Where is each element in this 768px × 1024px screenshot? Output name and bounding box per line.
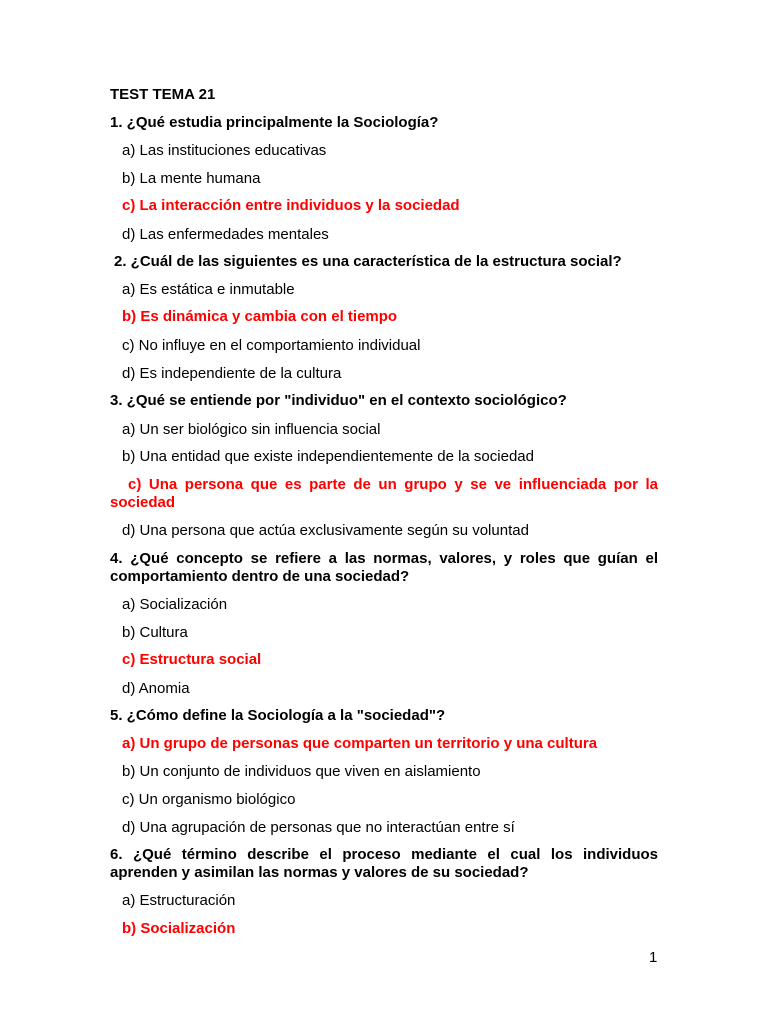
correct-answer: a) Un grupo de personas que comparten un territorio y una cultura	[122, 735, 598, 752]
answer-option: b) La mente humana	[122, 170, 261, 187]
page-number: 1	[649, 949, 658, 966]
answer-option: a) Estructuración	[122, 892, 236, 909]
answer-option: d) Es independiente de la cultura	[122, 365, 342, 382]
answer-option: c) Un organismo biológico	[122, 791, 296, 808]
answer-option: b) Una entidad que existe independientemente de la sociedad	[122, 448, 534, 465]
question-6: 6. ¿Qué término describe el proceso mediante el cual los individuos aprenden y asimilan las normas y valores de su sociedad?	[110, 846, 658, 881]
question-2: 2. ¿Cuál de las siguientes es una característica de la estructura social?	[114, 253, 622, 270]
question-3: 3. ¿Qué se entiende por "individuo" en el contexto sociológico?	[110, 392, 567, 409]
answer-option: b) Cultura	[122, 624, 188, 641]
question-1: 1. ¿Qué estudia principalmente la Sociología?	[110, 114, 439, 131]
answer-option: d) Una agrupación de personas que no interactúan entre sí	[122, 819, 515, 836]
correct-answer: b) Socialización	[122, 920, 236, 937]
answer-option: a) Socialización	[122, 596, 228, 613]
answer-option: d) Una persona que actúa exclusivamente según su voluntad	[122, 522, 529, 539]
answer-option: d) Las enfermedades mentales	[122, 226, 329, 243]
question-4: 4. ¿Qué concepto se refiere a las normas, valores, y roles que guían el comportamiento dentro de una sociedad?	[110, 550, 658, 585]
answer-option: d) Anomia	[122, 680, 190, 697]
answer-option: b) Un conjunto de individuos que viven en aislamiento	[122, 763, 481, 780]
correct-answer: c) Estructura social	[122, 651, 262, 668]
answer-option: c) No influye en el comportamiento individual	[122, 337, 421, 354]
correct-answer: b) Es dinámica y cambia con el tiempo	[122, 308, 398, 325]
document-title: TEST TEMA 21	[110, 86, 216, 103]
correct-answer: c) La interacción entre individuos y la sociedad	[122, 197, 460, 214]
answer-option: a) Las instituciones educativas	[122, 142, 327, 159]
answer-option: a) Un ser biológico sin influencia social	[122, 421, 381, 438]
answer-option: a) Es estática e inmutable	[122, 281, 295, 298]
question-5: 5. ¿Cómo define la Sociología a la "sociedad"?	[110, 707, 446, 724]
correct-answer: c) Una persona que es parte de un grupo y se ve influenciada por la sociedad	[110, 476, 658, 511]
